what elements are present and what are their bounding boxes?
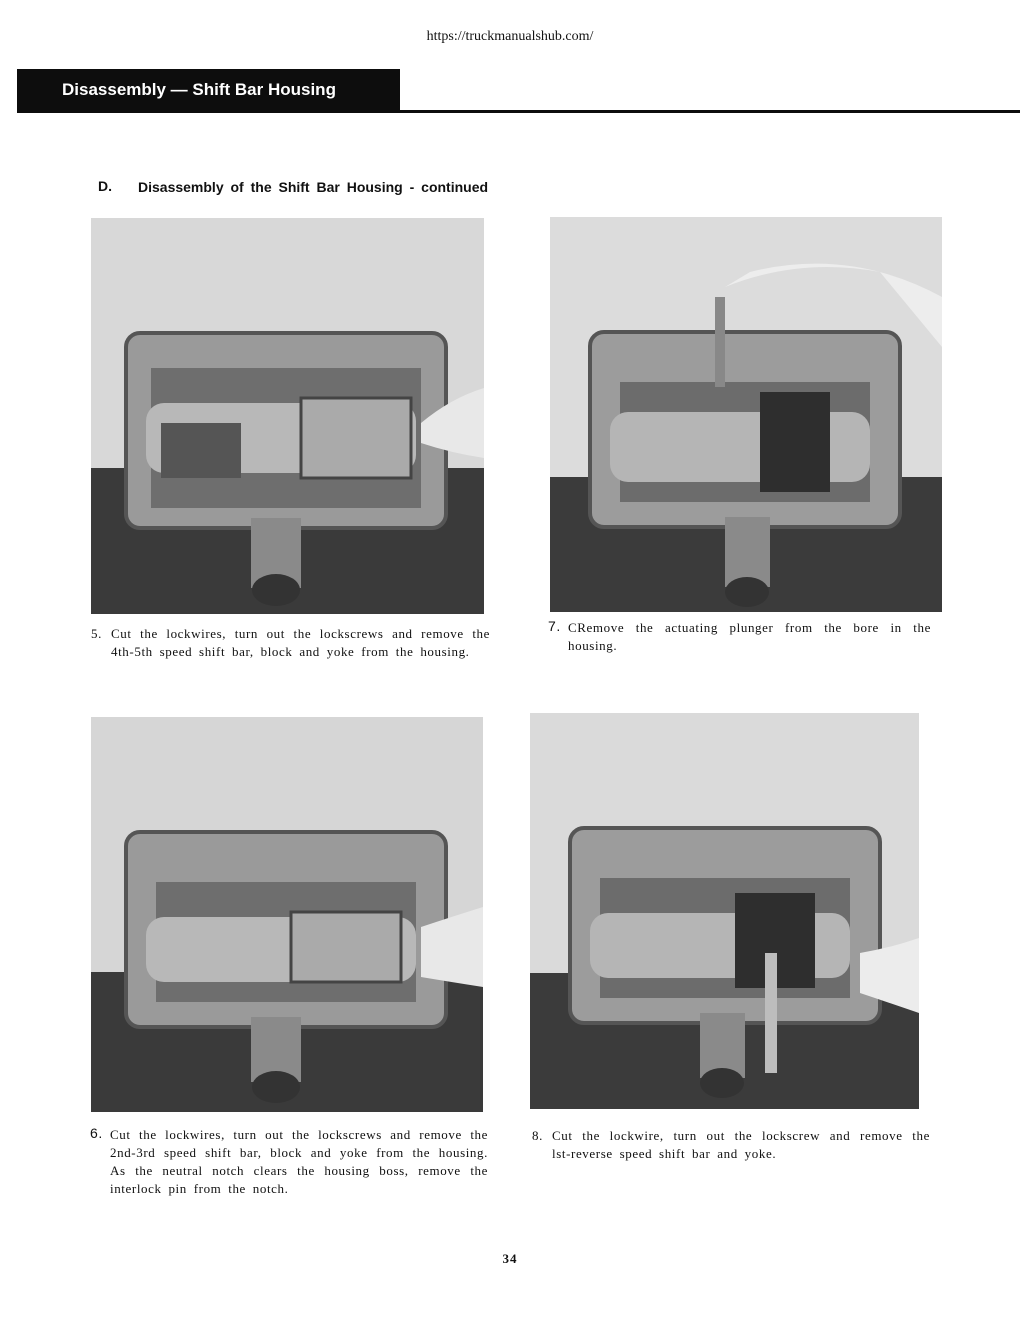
photo-step-5 [91, 218, 484, 614]
photo-step-8 [530, 713, 919, 1109]
section-title: Disassembly of the Shift Bar Housing - continued [138, 179, 489, 195]
step-text: Cut the lockwire, turn out the lockscrew and remove the lst-reverse speed shift bar and yoke. [552, 1128, 930, 1161]
caption-step-6 [90, 1126, 488, 1198]
caption-step-8 [532, 1127, 930, 1163]
section-letter: D. [98, 178, 112, 194]
step-text: Cut the lockwires, turn out the lockscrews and remove the 2nd-3rd speed shift bar, block and yoke from the housing. As the neutral notch clears the housing boss, remove the interlock pin from the notch. [110, 1127, 488, 1196]
header-rule [17, 110, 1020, 113]
step-text: CRemove the actuating plunger from the bore in the housing. [568, 620, 931, 653]
page-title: Disassembly — Shift Bar Housing [62, 80, 336, 99]
caption-step-5 [91, 625, 490, 661]
source-url: https://truckmanualshub.com/ [426, 29, 594, 44]
step-number: 5. [91, 626, 102, 641]
photo-step-6 [91, 717, 483, 1112]
page-number: 34 [502, 1251, 518, 1266]
step-number: 6. [90, 1125, 103, 1141]
step-number: 8. [532, 1128, 543, 1143]
step-number: 7. [548, 618, 561, 634]
photo-step-7 [550, 217, 942, 612]
page-title-bar [17, 69, 400, 111]
step-text: Cut the lockwires, turn out the lockscrews and remove the 4th-5th speed shift bar, block and yoke from the housing. [111, 626, 490, 659]
caption-step-7 [548, 619, 931, 655]
